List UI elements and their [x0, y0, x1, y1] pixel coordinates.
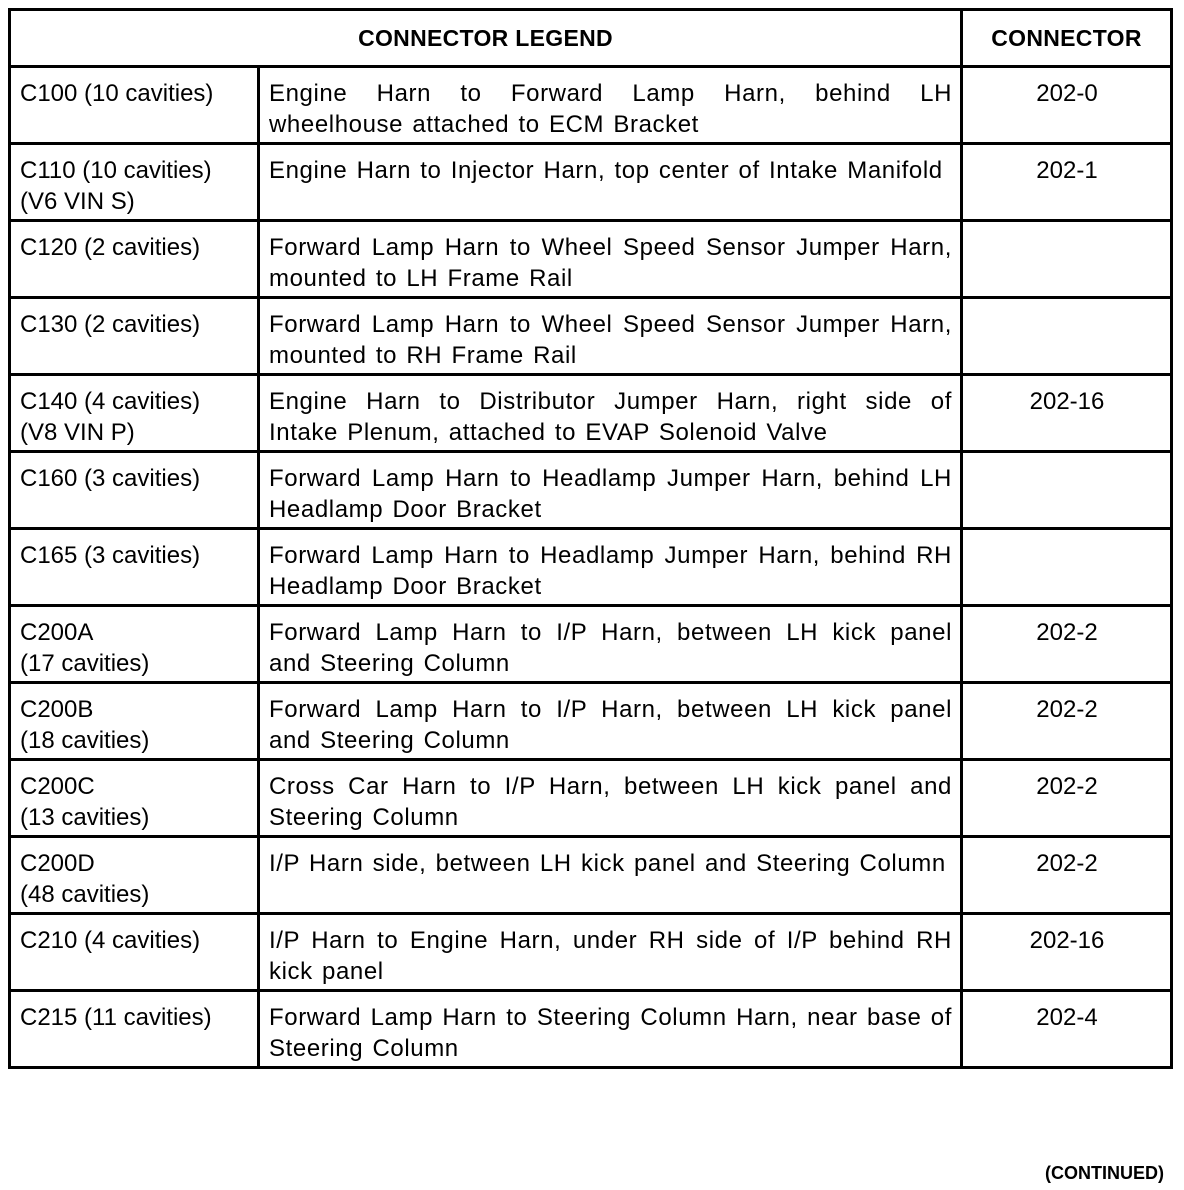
connector-column-title: CONNECTOR — [962, 10, 1172, 67]
connector-id-cell: C200A (17 cavities) — [10, 606, 259, 683]
connector-page-cell: 202-1 — [962, 144, 1172, 221]
connector-page-cell — [962, 529, 1172, 606]
table-row — [10, 452, 1172, 529]
table-header-row — [10, 10, 1172, 67]
connector-page-cell: 202-2 — [962, 606, 1172, 683]
location-description-cell: I/P Harn side, between LH kick panel and Steering Column — [259, 837, 962, 914]
connector-page-cell — [962, 452, 1172, 529]
connector-page-cell: 202-4 — [962, 991, 1172, 1068]
table-row — [10, 221, 1172, 298]
location-description-cell: Forward Lamp Harn to Headlamp Jumper Harn, behind LH Headlamp Door Bracket — [259, 452, 962, 529]
table-row — [10, 67, 1172, 144]
location-description-cell: Forward Lamp Harn to Headlamp Jumper Harn, behind RH Headlamp Door Bracket — [259, 529, 962, 606]
connector-page-cell: 202-2 — [962, 760, 1172, 837]
legend-title: CONNECTOR LEGEND — [10, 10, 962, 67]
table-row — [10, 606, 1172, 683]
continued-note: (CONTINUED) — [1045, 1163, 1164, 1183]
connector-id-cell: C130 (2 cavities) — [10, 298, 259, 375]
table-row — [10, 529, 1172, 606]
table-row — [10, 914, 1172, 991]
connector-id-cell: C120 (2 cavities) — [10, 221, 259, 298]
connector-id-cell: C200B (18 cavities) — [10, 683, 259, 760]
connector-id-cell: C200D (48 cavities) — [10, 837, 259, 914]
location-description-cell: Engine Harn to Forward Lamp Harn, behind LH wheelhouse attached to ECM Bracket — [259, 67, 962, 144]
location-description-cell: Forward Lamp Harn to Steering Column Harn, near base of Steering Column — [259, 991, 962, 1068]
connector-id-cell: C165 (3 cavities) — [10, 529, 259, 606]
connector-legend-table — [8, 8, 1173, 1069]
location-description-cell: I/P Harn to Engine Harn, under RH side of I/P behind RH kick panel — [259, 914, 962, 991]
connector-page-cell: 202-2 — [962, 683, 1172, 760]
connector-id-cell: C215 (11 cavities) — [10, 991, 259, 1068]
table-row — [10, 837, 1172, 914]
location-description-cell: Engine Harn to Distributor Jumper Harn, right side of Intake Plenum, attached to EVAP Solenoid Valve — [259, 375, 962, 452]
location-description-cell: Cross Car Harn to I/P Harn, between LH kick panel and Steering Column — [259, 760, 962, 837]
connector-page-cell: 202-0 — [962, 67, 1172, 144]
connector-legend-sheet — [8, 8, 1170, 1069]
location-description-cell: Forward Lamp Harn to I/P Harn, between LH kick panel and Steering Column — [259, 606, 962, 683]
connector-id-cell: C100 (10 cavities) — [10, 67, 259, 144]
table-row — [10, 760, 1172, 837]
location-description-cell: Forward Lamp Harn to I/P Harn, between LH kick panel and Steering Column — [259, 683, 962, 760]
connector-page-cell — [962, 298, 1172, 375]
connector-id-cell: C110 (10 cavities) (V6 VIN S) — [10, 144, 259, 221]
table-row — [10, 298, 1172, 375]
connector-page-cell: 202-16 — [962, 375, 1172, 452]
connector-id-cell: C140 (4 cavities) (V8 VIN P) — [10, 375, 259, 452]
connector-page-cell — [962, 221, 1172, 298]
table-row — [10, 144, 1172, 221]
location-description-cell: Engine Harn to Injector Harn, top center of Intake Manifold — [259, 144, 962, 221]
table-row — [10, 375, 1172, 452]
table-row — [10, 991, 1172, 1068]
location-description-cell: Forward Lamp Harn to Wheel Speed Sensor Jumper Harn, mounted to LH Frame Rail — [259, 221, 962, 298]
connector-id-cell: C210 (4 cavities) — [10, 914, 259, 991]
table-row — [10, 683, 1172, 760]
connector-id-cell: C160 (3 cavities) — [10, 452, 259, 529]
location-description-cell: Forward Lamp Harn to Wheel Speed Sensor Jumper Harn, mounted to RH Frame Rail — [259, 298, 962, 375]
connector-page-cell: 202-2 — [962, 837, 1172, 914]
table-body — [10, 67, 1172, 1068]
connector-id-cell: C200C (13 cavities) — [10, 760, 259, 837]
connector-page-cell: 202-16 — [962, 914, 1172, 991]
